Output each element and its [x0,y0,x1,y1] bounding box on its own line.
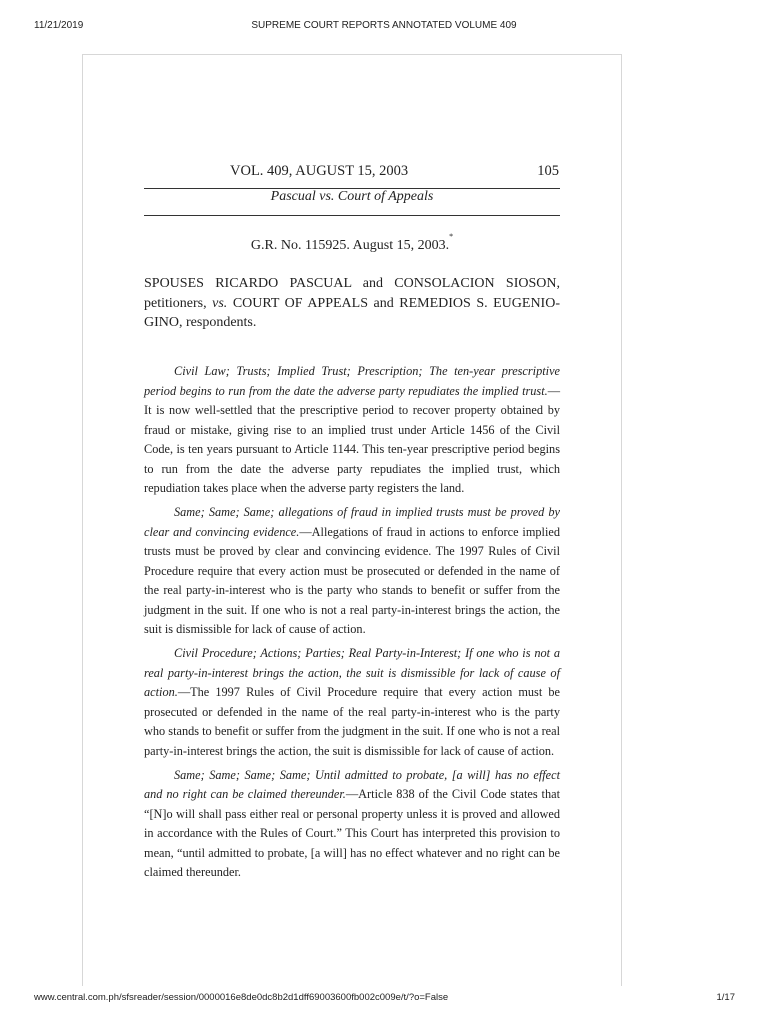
header-rule-bottom [144,215,560,216]
syllabus-keywords: Civil Procedure; Actions; Parties; Real Party-in-Interest; If one who is not a real party-in-interest brings the action, the suit is dismissible for lack of cause of action. [144,646,560,699]
print-date: 11/21/2019 [34,20,84,31]
syllabus [144,362,560,887]
case-short-title: Pascual vs. Court of Appeals [270,189,434,204]
syllabus-paragraph [144,503,560,640]
syllabus-paragraph [144,766,560,883]
document-title: SUPREME COURT REPORTS ANNOTATED VOLUME 409 [251,20,517,31]
syllabus-text: —Article 838 of the Civil Code states that “[N]o will shall pass either real or personal property unless it is proved and allowed in accordance with the Rules of Court.” This Court has interpreted this provision to mean, “until admitted to probate, [a will] has no effect whatever and no right can be claimed thereunder. [144,787,561,879]
gr-number-line [144,232,560,254]
volume-date-line: VOL. 409, AUGUST 15, 2003 [230,163,409,179]
page-url: www.central.com.ph/sfsreader/session/0000016e8de0dc8b2d1dff69003600fb002c009e/t/?o=False [34,992,449,1003]
syllabus-text: —The 1997 Rules of Civil Procedure require that every action must be prosecuted or defended in the name of the real party-in-interest who is the party who stands to benefit or suffer from the judgment in the suit. If one who is not a real party-in-interest brings the action, the suit is dismissible for lack of cause of action. [144,685,560,758]
syllabus-text: —Allegations of fraud in actions to enforce implied trusts must be proved by clear and convincing evidence. The 1997 Rules of Civil Procedure require that every action must be prosecuted or defended in the name of the real party-in-interest who is the party who stands to benefit or suffer from the judgment in the suit. If one who is not a real party-in-interest brings the action, the suit is dismissible for lack of cause of action. [144,524,560,636]
syllabus-text: —It is now well-settled that the prescriptive period to recover property obtained by fraud or mistake, giving rise to an implied trust under Article 1456 of the Civil Code, is ten years pursuant to Article 1144. This ten-year prescriptive period begins to run from the date the adverse party repudiates the implied trust, which repudiation takes place when the adverse party registers the land. [144,383,560,495]
page-number: 105 [537,163,559,179]
syllabus-paragraph [144,644,560,761]
versus-label: vs. [212,295,228,311]
syllabus-paragraph [144,362,560,499]
parties-caption [144,274,560,333]
print-header [0,0,768,40]
syllabus-keywords: Same; Same; Same; Same; Until admitted to probate, [a will] has no effect and no right can be claimed thereunder. [144,767,560,801]
print-footer [0,992,768,1012]
syllabus-keywords: Same; Same; Same; allegations of fraud in implied trusts must be proved by clear and convincing evidence. [144,505,560,539]
syllabus-keywords: Civil Law; Trusts; Implied Trust; Prescription; The ten-year prescriptive period begins to run from the date the adverse party repudiates the implied trust. [144,364,560,398]
footnote-marker[interactable]: * [449,232,454,241]
page-counter: 1/17 [716,992,735,1003]
parties-respondents: COURT OF APPEALS and REMEDIOS S. EUGENIO-GINO, respondents. [144,295,560,331]
gr-number: G.R. No. 115925. August 15, 2003. [250,238,450,253]
parties-petitioners: SPOUSES RICARDO PASCUAL and CONSOLACION SIOSON, petitioners, [144,276,560,311]
running-head [144,163,560,185]
